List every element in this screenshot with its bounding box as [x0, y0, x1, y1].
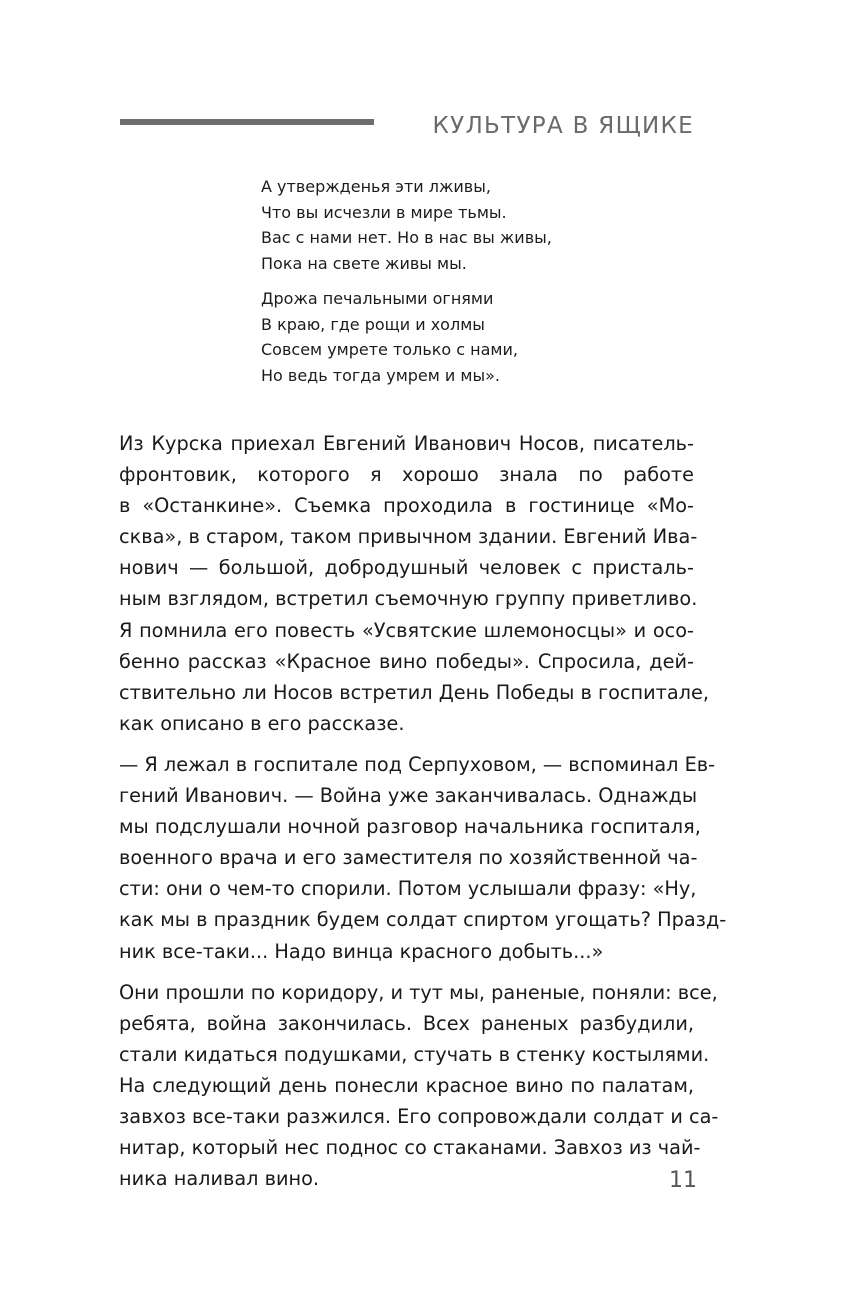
page-number: 11: [669, 1168, 697, 1193]
text-line: — Я лежал в госпитале под Серпуховом, — вспоминал Ев-: [119, 752, 716, 776]
text-line: Из Курска приехал Евгений Иванович Носов, писатель-: [119, 432, 694, 455]
text-line: стали кидаться подушками, стучать в стенку костылями.: [119, 1042, 710, 1066]
text-line: ника наливал вино.: [119, 1167, 320, 1191]
header-rule: [120, 119, 374, 125]
text-line: гений Иванович. — Война уже заканчивалась. Однажды: [119, 784, 698, 808]
text-line: Я помнила его повесть «Усвятские шлемоносцы» и осо-: [119, 618, 694, 642]
text-line: мы подслушали ночной разговор начальника госпиталя,: [119, 815, 701, 839]
text-line: фронтовик, которого я хорошо знала по работе: [119, 463, 694, 487]
text-line: в «Останкине». Съемка проходила в гостинице «Мо-: [119, 494, 694, 518]
paragraph: [119, 977, 719, 1195]
text-line: сти: они о чем-то спорили. Потом услышали фразу: «Ну,: [119, 877, 697, 901]
poem-stanza: [261, 174, 641, 276]
text-line: ным взглядом, встретил съемочную группу приветливо.: [119, 587, 698, 611]
text-line: военного врача и его заместителя по хозяйственной ча-: [119, 846, 698, 870]
poem-line: Дрожа печальными огнями: [261, 289, 494, 308]
paragraph: [119, 749, 727, 967]
poem-line: Пока на свете живы мы.: [261, 253, 467, 273]
poem-block: [261, 174, 641, 398]
text-line: ник все-таки... Надо винца красного добыть...»: [119, 939, 604, 963]
text-line: ребята, война закончилась. Всех раненых разбудили,: [119, 1011, 694, 1035]
text-line: нитар, который нес поднос со стаканами. Завхоз из чай-: [119, 1136, 701, 1160]
text-line: бенно рассказ «Красное вино победы». Спросила, дей-: [119, 649, 694, 673]
text-line: Они прошли по коридору, и тут мы, раненые, поняли: все,: [119, 980, 718, 1004]
poem-line: А утвержденья эти лживы,: [261, 177, 491, 196]
running-header-title: КУЛЬТУРА В ЯЩИКЕ: [432, 113, 694, 139]
poem-line: В краю, где рощи и холмы: [261, 314, 485, 334]
text-line: ствительно ли Носов встретил День Победы в госпитале,: [119, 680, 709, 704]
poem-line: Совсем умрете только с нами,: [261, 340, 518, 359]
paragraph: [119, 428, 709, 739]
text-line: нович — большой, добродушный человек с присталь-: [119, 556, 694, 580]
text-line: завхоз все-таки разжился. Его сопровождали солдат и са-: [119, 1104, 719, 1128]
poem-line: Но ведь тогда умрем и мы».: [261, 365, 500, 385]
poem-stanza: [261, 286, 641, 388]
text-line: На следующий день понесли красное вино по палатам,: [119, 1073, 694, 1097]
text-line: сква», в старом, таком привычном здании. Евгений Ива-: [119, 525, 698, 549]
text-line: как мы в праздник будем солдат спиртом угощать? Празд-: [119, 908, 727, 932]
text-line: как описано в его рассказе.: [119, 711, 405, 735]
poem-line: Вас с нами нет. Но в нас вы живы,: [261, 228, 552, 247]
body-text: [119, 428, 727, 1204]
poem-line: Что вы исчезли в мире тьмы.: [261, 202, 507, 222]
